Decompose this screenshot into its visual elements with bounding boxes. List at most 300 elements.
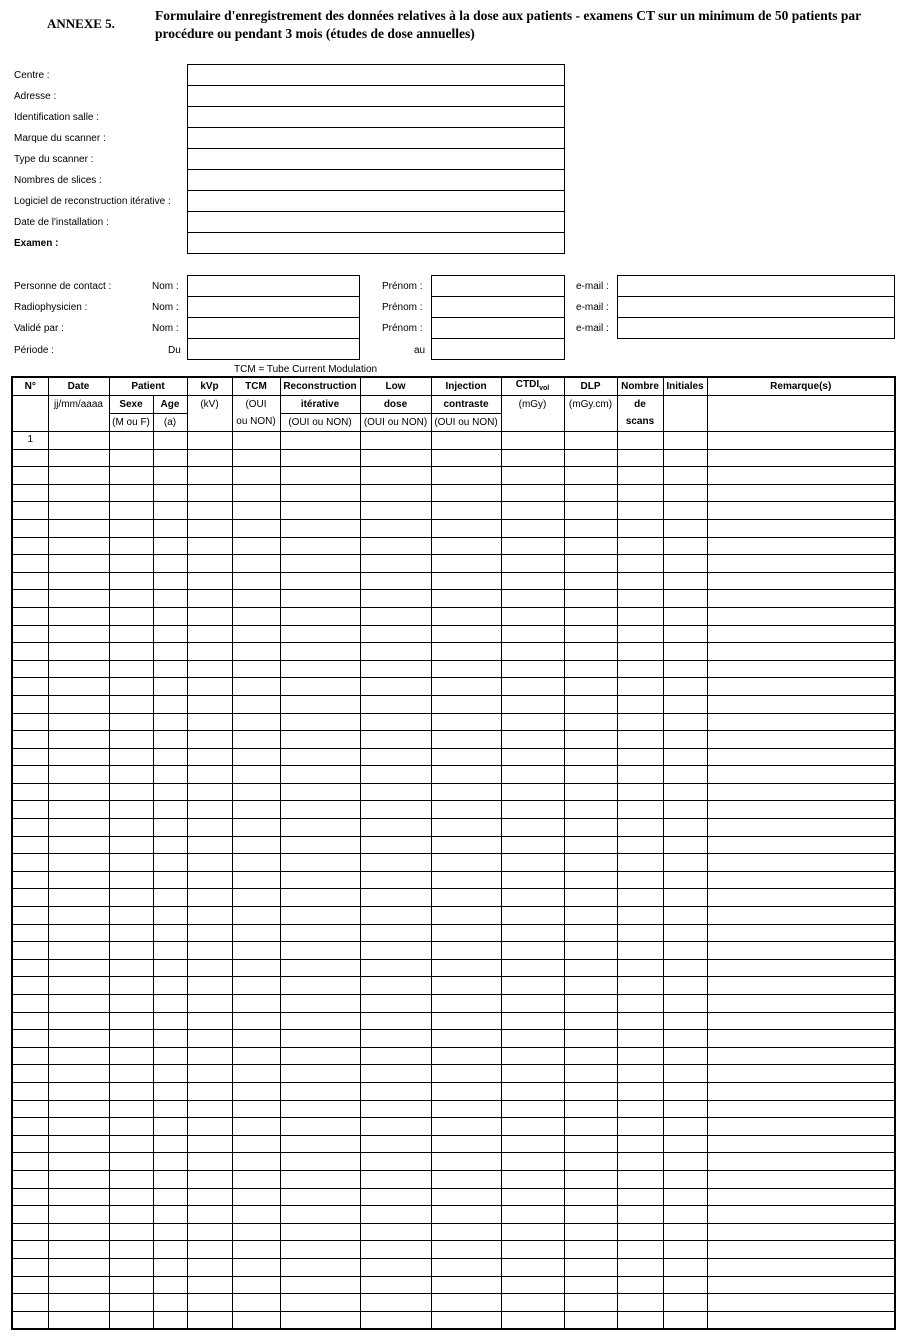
- table-cell[interactable]: [48, 748, 109, 766]
- table-cell[interactable]: [431, 625, 501, 643]
- table-cell[interactable]: [232, 1047, 280, 1065]
- table-cell[interactable]: [187, 854, 232, 872]
- table-cell[interactable]: [109, 1153, 153, 1171]
- table-cell[interactable]: [109, 1170, 153, 1188]
- table-cell[interactable]: [153, 1276, 187, 1294]
- table-cell[interactable]: [501, 1170, 564, 1188]
- table-cell[interactable]: [663, 1223, 707, 1241]
- table-cell[interactable]: [360, 1258, 431, 1276]
- table-cell[interactable]: [707, 977, 895, 995]
- table-cell[interactable]: [187, 1100, 232, 1118]
- table-cell[interactable]: [109, 924, 153, 942]
- table-cell[interactable]: [153, 607, 187, 625]
- table-cell[interactable]: [232, 871, 280, 889]
- table-cell[interactable]: [12, 731, 48, 749]
- table-cell[interactable]: [153, 995, 187, 1013]
- table-cell[interactable]: [501, 907, 564, 925]
- table-cell[interactable]: [280, 907, 360, 925]
- table-cell[interactable]: [109, 783, 153, 801]
- table-cell[interactable]: [187, 1188, 232, 1206]
- table-cell[interactable]: [280, 836, 360, 854]
- table-cell[interactable]: [617, 871, 663, 889]
- table-cell[interactable]: [232, 1153, 280, 1171]
- table-cell[interactable]: [501, 1188, 564, 1206]
- table-cell[interactable]: [564, 678, 617, 696]
- table-cell[interactable]: [153, 1206, 187, 1224]
- table-cell[interactable]: [187, 766, 232, 784]
- table-cell[interactable]: [12, 1276, 48, 1294]
- table-cell[interactable]: [153, 1118, 187, 1136]
- table-cell[interactable]: [707, 801, 895, 819]
- table-cell[interactable]: [232, 766, 280, 784]
- table-cell[interactable]: [501, 1135, 564, 1153]
- table-cell[interactable]: [707, 1311, 895, 1329]
- table-cell[interactable]: [12, 678, 48, 696]
- field-prenom-valide[interactable]: [431, 317, 565, 339]
- table-cell[interactable]: [663, 625, 707, 643]
- table-cell[interactable]: [187, 1223, 232, 1241]
- table-cell[interactable]: [187, 555, 232, 573]
- table-cell[interactable]: [280, 590, 360, 608]
- table-cell[interactable]: [109, 731, 153, 749]
- table-cell[interactable]: [187, 871, 232, 889]
- table-cell[interactable]: [431, 607, 501, 625]
- table-cell[interactable]: [707, 766, 895, 784]
- table-cell[interactable]: [12, 660, 48, 678]
- table-cell[interactable]: [280, 1276, 360, 1294]
- table-cell[interactable]: [707, 854, 895, 872]
- table-cell[interactable]: [707, 1065, 895, 1083]
- table-cell[interactable]: [187, 432, 232, 450]
- table-cell[interactable]: [187, 502, 232, 520]
- table-cell[interactable]: [564, 537, 617, 555]
- table-cell[interactable]: [232, 590, 280, 608]
- table-cell[interactable]: [360, 907, 431, 925]
- table-cell[interactable]: [360, 766, 431, 784]
- table-cell[interactable]: [501, 625, 564, 643]
- table-cell[interactable]: [232, 854, 280, 872]
- table-cell[interactable]: [431, 1082, 501, 1100]
- field-nom-radiophysicien[interactable]: [187, 296, 360, 318]
- table-cell[interactable]: [564, 1135, 617, 1153]
- table-cell[interactable]: [12, 819, 48, 837]
- table-cell[interactable]: [431, 1118, 501, 1136]
- table-cell[interactable]: [12, 519, 48, 537]
- table-cell[interactable]: [153, 783, 187, 801]
- table-cell[interactable]: [48, 854, 109, 872]
- table-cell[interactable]: [707, 1276, 895, 1294]
- table-cell[interactable]: [707, 643, 895, 661]
- table-cell[interactable]: [153, 1153, 187, 1171]
- table-cell[interactable]: [280, 1082, 360, 1100]
- table-cell[interactable]: [280, 766, 360, 784]
- table-cell[interactable]: [280, 1065, 360, 1083]
- table-cell[interactable]: [153, 854, 187, 872]
- table-cell[interactable]: [12, 1047, 48, 1065]
- table-cell[interactable]: [109, 519, 153, 537]
- table-cell[interactable]: [232, 1065, 280, 1083]
- table-cell[interactable]: [617, 801, 663, 819]
- table-cell[interactable]: [12, 484, 48, 502]
- table-cell[interactable]: [187, 1065, 232, 1083]
- table-cell[interactable]: [431, 1223, 501, 1241]
- table-cell[interactable]: [12, 1065, 48, 1083]
- table-cell[interactable]: [564, 625, 617, 643]
- table-cell[interactable]: [431, 449, 501, 467]
- table-cell[interactable]: [431, 1135, 501, 1153]
- table-cell[interactable]: [617, 924, 663, 942]
- table-cell[interactable]: [280, 695, 360, 713]
- table-cell[interactable]: [617, 889, 663, 907]
- table-cell[interactable]: [564, 1153, 617, 1171]
- table-cell[interactable]: [109, 1118, 153, 1136]
- info-field-identification-salle[interactable]: [187, 106, 565, 128]
- table-cell[interactable]: [663, 871, 707, 889]
- table-cell[interactable]: [153, 484, 187, 502]
- table-cell[interactable]: [360, 660, 431, 678]
- table-cell[interactable]: [617, 1118, 663, 1136]
- table-cell[interactable]: [564, 907, 617, 925]
- table-cell[interactable]: [360, 1135, 431, 1153]
- table-cell[interactable]: [707, 590, 895, 608]
- table-cell[interactable]: [564, 1311, 617, 1329]
- table-cell[interactable]: [501, 766, 564, 784]
- table-cell[interactable]: [617, 678, 663, 696]
- table-cell[interactable]: [617, 607, 663, 625]
- table-cell[interactable]: [109, 590, 153, 608]
- table-cell[interactable]: [663, 713, 707, 731]
- table-cell[interactable]: [153, 1258, 187, 1276]
- table-cell[interactable]: [12, 889, 48, 907]
- table-cell[interactable]: [564, 1012, 617, 1030]
- table-cell[interactable]: [187, 942, 232, 960]
- table-cell[interactable]: [12, 836, 48, 854]
- table-cell[interactable]: [153, 1082, 187, 1100]
- table-cell[interactable]: [663, 484, 707, 502]
- table-cell[interactable]: [48, 1047, 109, 1065]
- table-cell[interactable]: [564, 1065, 617, 1083]
- table-cell[interactable]: [501, 836, 564, 854]
- table-cell[interactable]: [663, 1153, 707, 1171]
- table-cell[interactable]: [280, 1012, 360, 1030]
- table-cell[interactable]: [280, 995, 360, 1013]
- table-cell[interactable]: [501, 590, 564, 608]
- table-cell[interactable]: [280, 432, 360, 450]
- table-cell[interactable]: [501, 783, 564, 801]
- table-cell[interactable]: [12, 1012, 48, 1030]
- table-cell[interactable]: [48, 1258, 109, 1276]
- table-cell[interactable]: [360, 607, 431, 625]
- table-cell[interactable]: [663, 1082, 707, 1100]
- table-cell[interactable]: [187, 484, 232, 502]
- table-cell[interactable]: [109, 713, 153, 731]
- table-cell[interactable]: [663, 819, 707, 837]
- table-cell[interactable]: [109, 449, 153, 467]
- table-cell[interactable]: [501, 1012, 564, 1030]
- table-cell[interactable]: [360, 572, 431, 590]
- table-cell[interactable]: [153, 537, 187, 555]
- table-cell[interactable]: [12, 643, 48, 661]
- table-cell[interactable]: [431, 1294, 501, 1312]
- table-cell[interactable]: [48, 783, 109, 801]
- table-cell[interactable]: [707, 484, 895, 502]
- table-cell[interactable]: [280, 1188, 360, 1206]
- table-cell[interactable]: [707, 1223, 895, 1241]
- table-cell[interactable]: [153, 1170, 187, 1188]
- table-cell[interactable]: [564, 731, 617, 749]
- table-cell[interactable]: [232, 572, 280, 590]
- table-cell[interactable]: [153, 1135, 187, 1153]
- table-cell[interactable]: [232, 1030, 280, 1048]
- table-cell[interactable]: [431, 959, 501, 977]
- table-cell[interactable]: [232, 1012, 280, 1030]
- table-cell[interactable]: [663, 537, 707, 555]
- table-cell[interactable]: [280, 1135, 360, 1153]
- table-cell[interactable]: [707, 432, 895, 450]
- table-cell[interactable]: [617, 449, 663, 467]
- table-cell[interactable]: [12, 1258, 48, 1276]
- table-cell[interactable]: [707, 572, 895, 590]
- table-cell[interactable]: [617, 1030, 663, 1048]
- table-cell[interactable]: [232, 942, 280, 960]
- table-cell[interactable]: [360, 819, 431, 837]
- table-cell[interactable]: [360, 1170, 431, 1188]
- table-cell[interactable]: [564, 607, 617, 625]
- table-cell[interactable]: [431, 502, 501, 520]
- table-cell[interactable]: [663, 1188, 707, 1206]
- table-cell[interactable]: [564, 889, 617, 907]
- table-cell[interactable]: [501, 1294, 564, 1312]
- table-cell[interactable]: [48, 1065, 109, 1083]
- table-cell[interactable]: [431, 1258, 501, 1276]
- table-cell[interactable]: [48, 1276, 109, 1294]
- table-cell[interactable]: [501, 871, 564, 889]
- table-cell[interactable]: [501, 1082, 564, 1100]
- table-cell[interactable]: [280, 643, 360, 661]
- table-cell[interactable]: [109, 678, 153, 696]
- table-cell[interactable]: [48, 1206, 109, 1224]
- table-cell[interactable]: [48, 432, 109, 450]
- table-cell[interactable]: [707, 519, 895, 537]
- table-cell[interactable]: [431, 660, 501, 678]
- table-cell[interactable]: [48, 889, 109, 907]
- table-cell[interactable]: [707, 731, 895, 749]
- field-prenom-contact[interactable]: [431, 275, 565, 297]
- table-cell[interactable]: [109, 555, 153, 573]
- table-cell[interactable]: [153, 924, 187, 942]
- info-field-type-scanner[interactable]: [187, 148, 565, 170]
- table-cell[interactable]: [431, 519, 501, 537]
- table-cell[interactable]: [431, 590, 501, 608]
- table-cell[interactable]: [232, 995, 280, 1013]
- table-cell[interactable]: [707, 836, 895, 854]
- table-cell[interactable]: [663, 1047, 707, 1065]
- table-cell[interactable]: [48, 467, 109, 485]
- table-cell[interactable]: [360, 678, 431, 696]
- table-cell[interactable]: [48, 1241, 109, 1259]
- table-cell[interactable]: [187, 977, 232, 995]
- table-cell[interactable]: [501, 1118, 564, 1136]
- table-cell[interactable]: [187, 924, 232, 942]
- table-cell[interactable]: [187, 889, 232, 907]
- table-cell[interactable]: [360, 449, 431, 467]
- field-prenom-radiophysicien[interactable]: [431, 296, 565, 318]
- table-cell[interactable]: [360, 1153, 431, 1171]
- table-cell[interactable]: [617, 854, 663, 872]
- table-cell[interactable]: [109, 801, 153, 819]
- table-cell[interactable]: [564, 1100, 617, 1118]
- table-cell[interactable]: [187, 625, 232, 643]
- table-cell[interactable]: [707, 1135, 895, 1153]
- table-cell[interactable]: [564, 713, 617, 731]
- table-cell[interactable]: [360, 643, 431, 661]
- table-cell[interactable]: [232, 1311, 280, 1329]
- field-email-contact[interactable]: [617, 275, 895, 297]
- table-cell[interactable]: [280, 942, 360, 960]
- field-email-radiophysicien[interactable]: [617, 296, 895, 318]
- table-cell[interactable]: [280, 1311, 360, 1329]
- table-cell[interactable]: [360, 502, 431, 520]
- table-cell[interactable]: [431, 819, 501, 837]
- table-cell[interactable]: [360, 1241, 431, 1259]
- table-cell[interactable]: [431, 942, 501, 960]
- table-cell[interactable]: [153, 449, 187, 467]
- table-cell[interactable]: [153, 432, 187, 450]
- table-cell[interactable]: [707, 555, 895, 573]
- table-cell[interactable]: [663, 889, 707, 907]
- table-cell[interactable]: [48, 995, 109, 1013]
- table-cell[interactable]: [360, 1118, 431, 1136]
- table-cell[interactable]: [707, 942, 895, 960]
- table-cell[interactable]: [501, 1223, 564, 1241]
- table-cell[interactable]: [617, 766, 663, 784]
- table-cell[interactable]: [12, 783, 48, 801]
- table-cell[interactable]: [360, 519, 431, 537]
- table-cell[interactable]: [12, 995, 48, 1013]
- table-cell[interactable]: [564, 1241, 617, 1259]
- table-cell[interactable]: [617, 695, 663, 713]
- info-field-centre[interactable]: [187, 64, 565, 86]
- table-cell[interactable]: [232, 713, 280, 731]
- table-cell[interactable]: [153, 643, 187, 661]
- info-field-date-installation[interactable]: [187, 211, 565, 233]
- table-cell[interactable]: [663, 1311, 707, 1329]
- table-cell[interactable]: [12, 1311, 48, 1329]
- table-cell[interactable]: [12, 942, 48, 960]
- table-cell[interactable]: [564, 1118, 617, 1136]
- table-cell[interactable]: [617, 995, 663, 1013]
- table-cell[interactable]: [360, 731, 431, 749]
- table-cell[interactable]: [109, 942, 153, 960]
- table-cell[interactable]: [663, 1065, 707, 1083]
- table-cell[interactable]: [501, 731, 564, 749]
- table-cell[interactable]: [617, 484, 663, 502]
- table-cell[interactable]: [109, 1100, 153, 1118]
- table-cell[interactable]: [109, 467, 153, 485]
- table-cell[interactable]: [564, 1082, 617, 1100]
- table-cell[interactable]: [153, 766, 187, 784]
- table-cell[interactable]: [663, 519, 707, 537]
- table-cell[interactable]: [187, 1030, 232, 1048]
- info-field-adresse[interactable]: [187, 85, 565, 107]
- table-cell[interactable]: [153, 1047, 187, 1065]
- table-cell[interactable]: [431, 484, 501, 502]
- table-cell[interactable]: [232, 889, 280, 907]
- table-cell[interactable]: [232, 959, 280, 977]
- table-cell[interactable]: [232, 643, 280, 661]
- table-cell[interactable]: [564, 766, 617, 784]
- table-cell[interactable]: [48, 836, 109, 854]
- table-cell[interactable]: [109, 572, 153, 590]
- table-cell[interactable]: [280, 607, 360, 625]
- table-cell[interactable]: [153, 748, 187, 766]
- table-cell[interactable]: [564, 1030, 617, 1048]
- table-cell[interactable]: [280, 555, 360, 573]
- table-cell[interactable]: [617, 942, 663, 960]
- table-cell[interactable]: [360, 432, 431, 450]
- table-cell[interactable]: [360, 1188, 431, 1206]
- table-cell[interactable]: [707, 678, 895, 696]
- table-cell[interactable]: [501, 713, 564, 731]
- table-cell[interactable]: [431, 783, 501, 801]
- table-cell[interactable]: [707, 1047, 895, 1065]
- table-cell[interactable]: [663, 590, 707, 608]
- table-cell[interactable]: [232, 801, 280, 819]
- table-cell[interactable]: [48, 942, 109, 960]
- table-cell[interactable]: [564, 660, 617, 678]
- table-cell[interactable]: [48, 1135, 109, 1153]
- table-cell[interactable]: [501, 819, 564, 837]
- table-cell[interactable]: [12, 1135, 48, 1153]
- table-cell[interactable]: [501, 484, 564, 502]
- table-cell[interactable]: [707, 1258, 895, 1276]
- table-cell[interactable]: [48, 607, 109, 625]
- table-cell[interactable]: [12, 854, 48, 872]
- table-cell[interactable]: [431, 854, 501, 872]
- table-cell[interactable]: [187, 1206, 232, 1224]
- table-cell[interactable]: [187, 590, 232, 608]
- table-cell[interactable]: [707, 713, 895, 731]
- table-cell[interactable]: [707, 1170, 895, 1188]
- table-cell[interactable]: [280, 1258, 360, 1276]
- table-cell[interactable]: [109, 1241, 153, 1259]
- table-cell[interactable]: [663, 995, 707, 1013]
- table-cell[interactable]: [617, 432, 663, 450]
- table-cell[interactable]: [501, 467, 564, 485]
- table-cell[interactable]: [153, 942, 187, 960]
- table-cell[interactable]: [501, 924, 564, 942]
- table-cell[interactable]: [109, 625, 153, 643]
- table-cell[interactable]: [48, 1012, 109, 1030]
- field-nom-valide[interactable]: [187, 317, 360, 339]
- table-cell[interactable]: [48, 660, 109, 678]
- table-cell[interactable]: [48, 555, 109, 573]
- table-cell[interactable]: [12, 713, 48, 731]
- table-cell[interactable]: [187, 1241, 232, 1259]
- table-cell[interactable]: [431, 889, 501, 907]
- table-cell[interactable]: [431, 1206, 501, 1224]
- table-cell[interactable]: [153, 590, 187, 608]
- table-cell[interactable]: [153, 1030, 187, 1048]
- table-cell[interactable]: [564, 484, 617, 502]
- table-cell[interactable]: [501, 995, 564, 1013]
- table-cell[interactable]: [663, 942, 707, 960]
- table-cell[interactable]: [153, 519, 187, 537]
- table-cell[interactable]: [153, 572, 187, 590]
- table-cell[interactable]: [617, 977, 663, 995]
- table-cell[interactable]: [232, 1206, 280, 1224]
- table-cell[interactable]: [431, 572, 501, 590]
